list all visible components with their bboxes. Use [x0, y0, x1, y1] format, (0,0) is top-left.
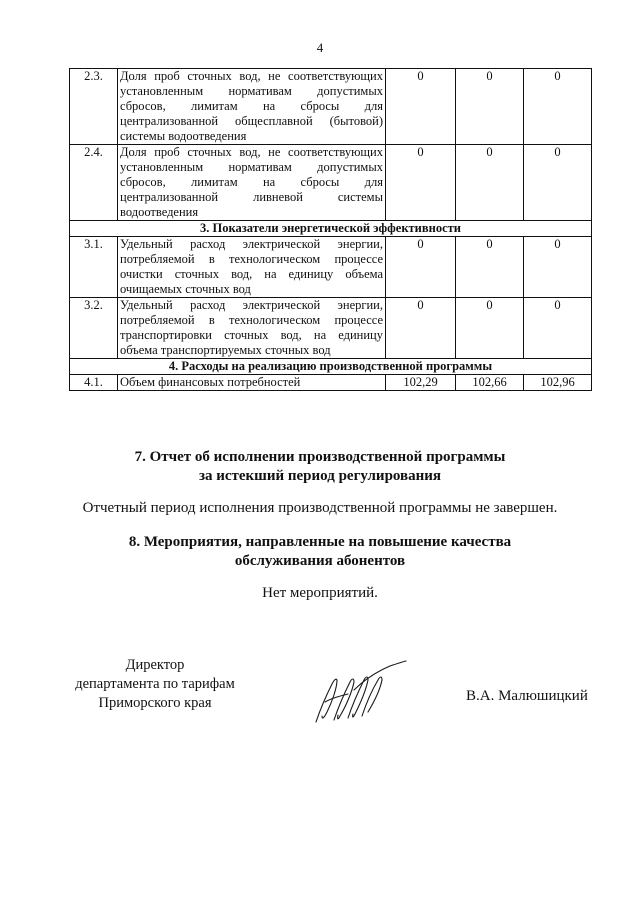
- row-number: 3.1.: [70, 237, 118, 298]
- table-row: [70, 69, 592, 145]
- row-description: Удельный расход электрической энергии, потребляемой в технологическом процессе очистки сточных вод, на единицу объема очищаемых сточных вод: [118, 237, 386, 298]
- table-row: [70, 375, 592, 391]
- value-cell: 0: [456, 298, 524, 359]
- value-cell: 0: [524, 237, 592, 298]
- row-number: 3.2.: [70, 298, 118, 359]
- section8-heading-line1: 8. Мероприятия, направленные на повышение качества: [128, 534, 512, 550]
- value-cell: 102,29: [386, 375, 456, 391]
- section7-text: Отчетный период исполнения производственной программы не завершен.: [82, 500, 558, 516]
- section-row: [70, 359, 592, 375]
- value-cell: 0: [456, 69, 524, 145]
- row-description: Доля проб сточных вод, не соответствующих установленным нормативам допустимых сбросов, лимитам на сбросы для централизованной ливневой системы водоотведения: [118, 145, 386, 221]
- value-cell: 0: [386, 145, 456, 221]
- section8-text: Нет мероприятий.: [262, 585, 378, 601]
- section7-heading: [0, 448, 640, 486]
- table-row: [70, 298, 592, 359]
- page-number: 4: [316, 40, 324, 55]
- value-cell: 0: [386, 69, 456, 145]
- metrics-table: [69, 68, 592, 391]
- table-row: [70, 237, 592, 298]
- row-description: Объем финансовых потребностей: [118, 375, 386, 391]
- section8-heading: [0, 533, 640, 571]
- signer-title-line1: Директор: [125, 657, 185, 673]
- signer-name: В.А. Малюшицкий: [466, 688, 588, 704]
- section-heading: 4. Расходы на реализацию производственной программы: [70, 359, 592, 375]
- signer-title-line2: департамента по тарифам: [75, 676, 235, 692]
- row-number: 4.1.: [70, 375, 118, 391]
- value-cell: 0: [524, 69, 592, 145]
- row-number: 2.4.: [70, 145, 118, 221]
- value-cell: 102,96: [524, 375, 592, 391]
- signer-title: [60, 656, 250, 713]
- value-cell: 0: [524, 145, 592, 221]
- value-cell: 0: [456, 145, 524, 221]
- section-row: [70, 221, 592, 237]
- section8-heading-line2: обслуживания абонентов: [234, 553, 406, 569]
- signer-title-line3: Приморского края: [98, 695, 212, 711]
- value-cell: 0: [524, 298, 592, 359]
- section-heading: 3. Показатели энергетической эффективности: [70, 221, 592, 237]
- value-cell: 0: [386, 237, 456, 298]
- row-description: Удельный расход электрической энергии, потребляемой в технологическом процессе транспортировки сточных вод, на единицу объема транспортируемых сточных вод: [118, 298, 386, 359]
- value-cell: 102,66: [456, 375, 524, 391]
- row-number: 2.3.: [70, 69, 118, 145]
- value-cell: 0: [386, 298, 456, 359]
- row-description: Доля проб сточных вод, не соответствующих установленным нормативам допустимых сбросов, лимитам на сбросы для централизованной общесплавной (бытовой) системы водоотведения: [118, 69, 386, 145]
- handwritten-signature: [310, 660, 410, 726]
- section7-heading-line1: 7. Отчет об исполнении производственной программы: [134, 449, 506, 465]
- table-row: [70, 145, 592, 221]
- value-cell: 0: [456, 237, 524, 298]
- section7-heading-line2: за истекший период регулирования: [198, 468, 442, 484]
